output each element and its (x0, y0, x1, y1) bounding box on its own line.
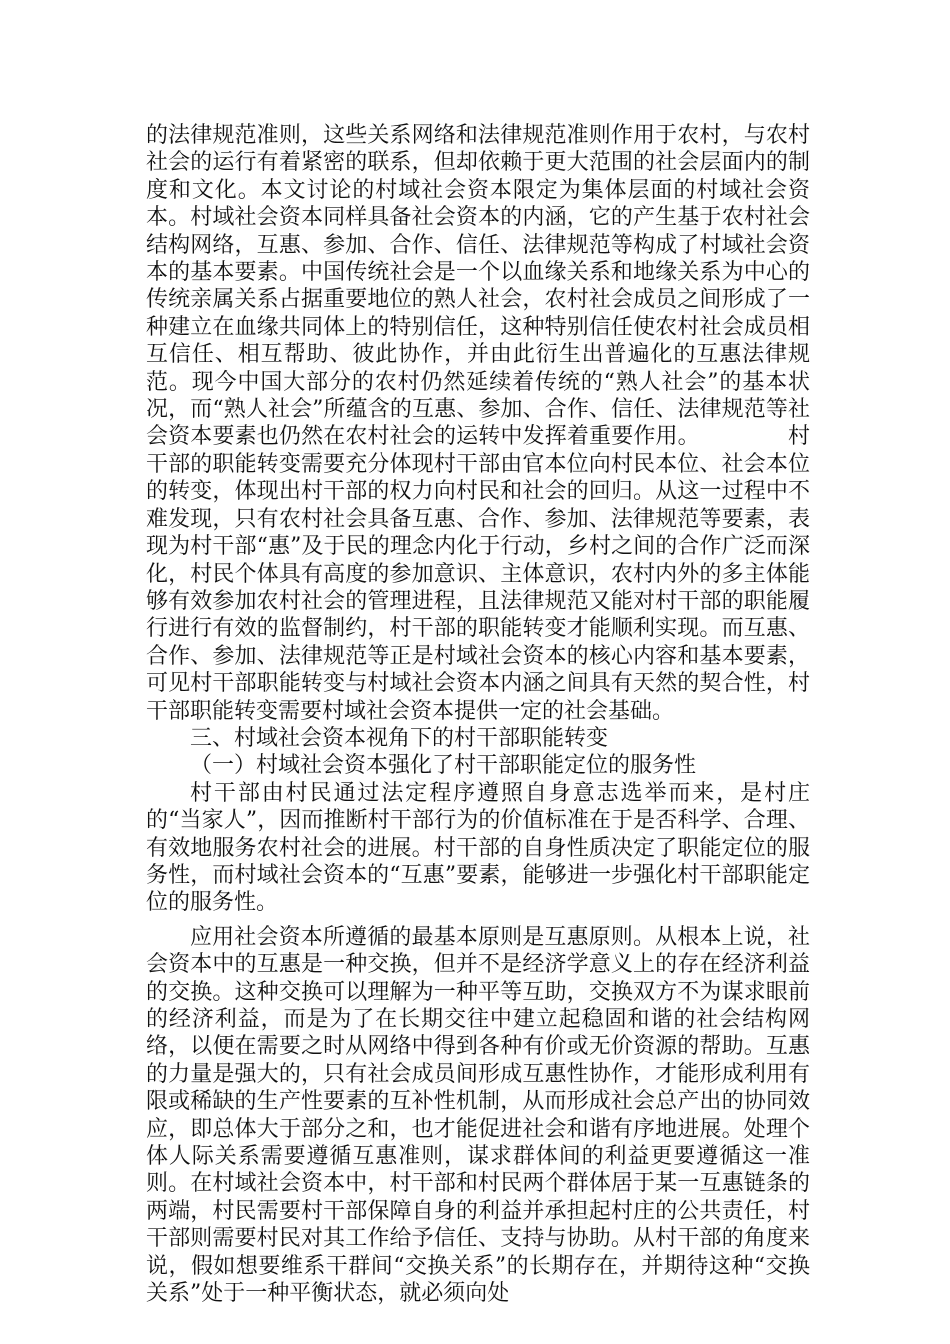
paragraph-service-orientation: 村干部由村民通过法定程序遵照自身意志选举而来，是村庄的“当家人”，因而推断村干部行为的价值标准在于是否科学、合理、有效地服务农村社会的进展。村干部的自身性质决定了职能定位的服务性，而村域社会资本的“互惠”要素，能够进一步强化村干部职能定位的服务性。 (146, 780, 810, 916)
paragraph-reciprocity-principle: 应用社会资本所遵循的最基本原则是互惠原则。从根本上说，社会资本中的互惠是一种交换，但并不是经济学意义上的存在经济利益的交换。这种交换可以理解为一种平等互助，交换双方不为谋求眼前的经济利益，而是为了在长期交往中建立起稳固和谐的社会结构网络，以便在需要之时从网络中得到各种有价或无价资源的帮助。互惠的力量是强大的，只有社会成员间形成互惠性协作，才能形成利用有限或稀缺的生产性要素的互补性机制，从而形成社会总产出的协同效应，即总体大于部分之和，也才能促进社会和谐有序地进展。处理个体人际关系需要遵循互惠准则，谋求群体间的利益更要遵循这一准则。在村域社会资本中，村干部和村民两个群体居于某一互惠链条的两端，村民需要村干部保障自身的利益并承担起村庄的公共责任，村干部则需要村民对其工作给予信任、支持与协助。从村干部的角度来说，假如想要维系干群间“交换关系”的长期存在，并期待这种“交换关系”处于一种平衡状态，就必须向处 (146, 924, 810, 1307)
paragraph-social-capital-definition (146, 122, 810, 725)
document-page (146, 122, 810, 1307)
paragraph-text-continued: 村干部的职能转变需要充分体现村干部由官本位向村民本位、社会本位的转变，体现出村干部的权力向村民和社会的回归。从这一过程中不难发现，只有农村社会具备互惠、合作、参加、法律规范等要素，表现为村干部“惠”及于民的理念内化于行动，乡村之间的合作广泛而深化，村民个体具有高度的参加意识、主体意识，农村内外的多主体能够有效参加农村社会的管理进程，且法律规范又能对村干部的职能履行进行有效的监督制约，村干部的职能转变才能顺利实现。而互惠、合作、参加、法律规范等正是村域社会资本的核心内容和基本要素，可见村干部职能转变与村域社会资本内涵之间具有天然的契合性，村干部职能转变需要村域社会资本提供一定的社会基础。 (146, 424, 810, 724)
subsection-heading-one: （一）村域社会资本强化了村干部职能定位的服务性 (190, 753, 697, 779)
paragraph-text: 的法律规范准则，这些关系网络和法律规范准则作用于农村，与农村社会的运行有着紧密的联系，但却依赖于更大范围的社会层面内的制度和文化。本文讨论的村域社会资本限定为集体层面的村域社会资本。村域社会资本同样具备社会资本的内涵，它的产生基于农村社会结构网络，互惠、参加、合作、信任、法律规范等构成了村域社会资本的基本要素。中国传统社会是一个以血缘关系和地缘关系为中心的传统亲属关系占据重要地位的熟人社会，农村社会成员之间形成了一种建立在血缘共同体上的特别信任，这种特别信任使农村社会成员相互信任、相互帮助、彼此协作，并由此衍生出普遍化的互惠法律规范。现今中国大部分的农村仍然延续着传统的“熟人社会”的基本状况，而“熟人社会”所蕴含的互惠、参加、合作、信任、法律规范等社会资本要素也仍然在农村社会的运转中发挥着重要作用。 (146, 123, 810, 450)
section-heading-three: 三、村域社会资本视角下的村干部职能转变 (190, 725, 609, 751)
